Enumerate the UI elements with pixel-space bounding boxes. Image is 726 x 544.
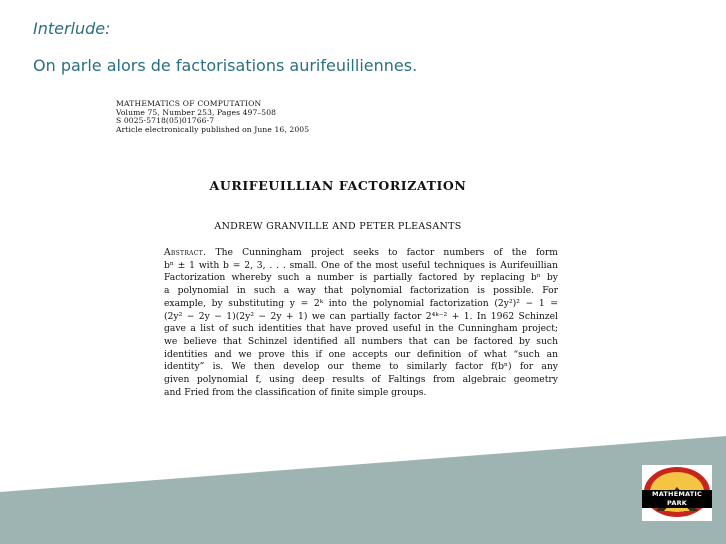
mathematic-park-logo: [642, 465, 712, 521]
slide-title: Interlude:: [33, 19, 111, 38]
abstract-line: (2y² − 2y − 1)(2y² − 2y + 1) we can partially factor 2⁴ᵏ⁻² + 1. In 1962 Schinzel: [164, 310, 558, 322]
abstract-heading: Abstract.: [164, 247, 207, 258]
abstract-line: gave a list of such identities that have proved useful in the Cunningham project;: [164, 323, 558, 335]
abstract-line: Factorization whereby such a number is partially factored by replacing bⁿ by: [164, 272, 558, 284]
abstract-line: identities and we prove this if one accepts our definition of what “such an: [164, 348, 558, 360]
journal-info: [116, 100, 560, 134]
abstract-line: identity” is. We then develop our theme to similarly factor f(bⁿ) for any: [164, 361, 558, 373]
journal-published: Article electronically published on June 16, 2005: [116, 124, 310, 134]
slide-subtitle: On parle alors de factorisations aurifeuilliennes.: [33, 56, 418, 75]
abstract-line: The Cunningham project seeks to factor numbers of the form: [215, 247, 558, 258]
abstract-line: we believe that Schinzel identified all numbers that can be factored by such: [164, 335, 558, 347]
abstract-line: a polynomial in such a way that polynomial factorization is possible. For: [164, 285, 558, 297]
logo-text: MATHEMATIC PARK: [642, 490, 712, 508]
abstract-line: and Fried from the classification of finite simple groups.: [164, 386, 427, 398]
journal-volume: Volume 75, Number 253, Pages 497–508: [116, 107, 277, 117]
journal-name: MATHEMATICS OF COMPUTATION: [116, 99, 262, 108]
abstract: [164, 247, 558, 399]
abstract-line: given polynomial f, using deep results of Faltings from algebraic geometry: [164, 374, 558, 386]
paper-authors: ANDREW GRANVILLE AND PETER PLEASANTS: [214, 221, 462, 232]
journal-doi: S 0025-5718(05)01766-7: [116, 116, 215, 126]
abstract-line: example, by substituting y = 2ᵏ into the polynomial factorization (2y²)² − 1 =: [164, 297, 558, 309]
abstract-line: bⁿ ± 1 with b = 2, 3, . . . small. One of the most useful techniques is Aurifeuillian: [164, 259, 558, 271]
paper-title: AURIFEUILLIAN FACTORIZATION: [209, 178, 467, 193]
paper-excerpt: [116, 100, 560, 430]
